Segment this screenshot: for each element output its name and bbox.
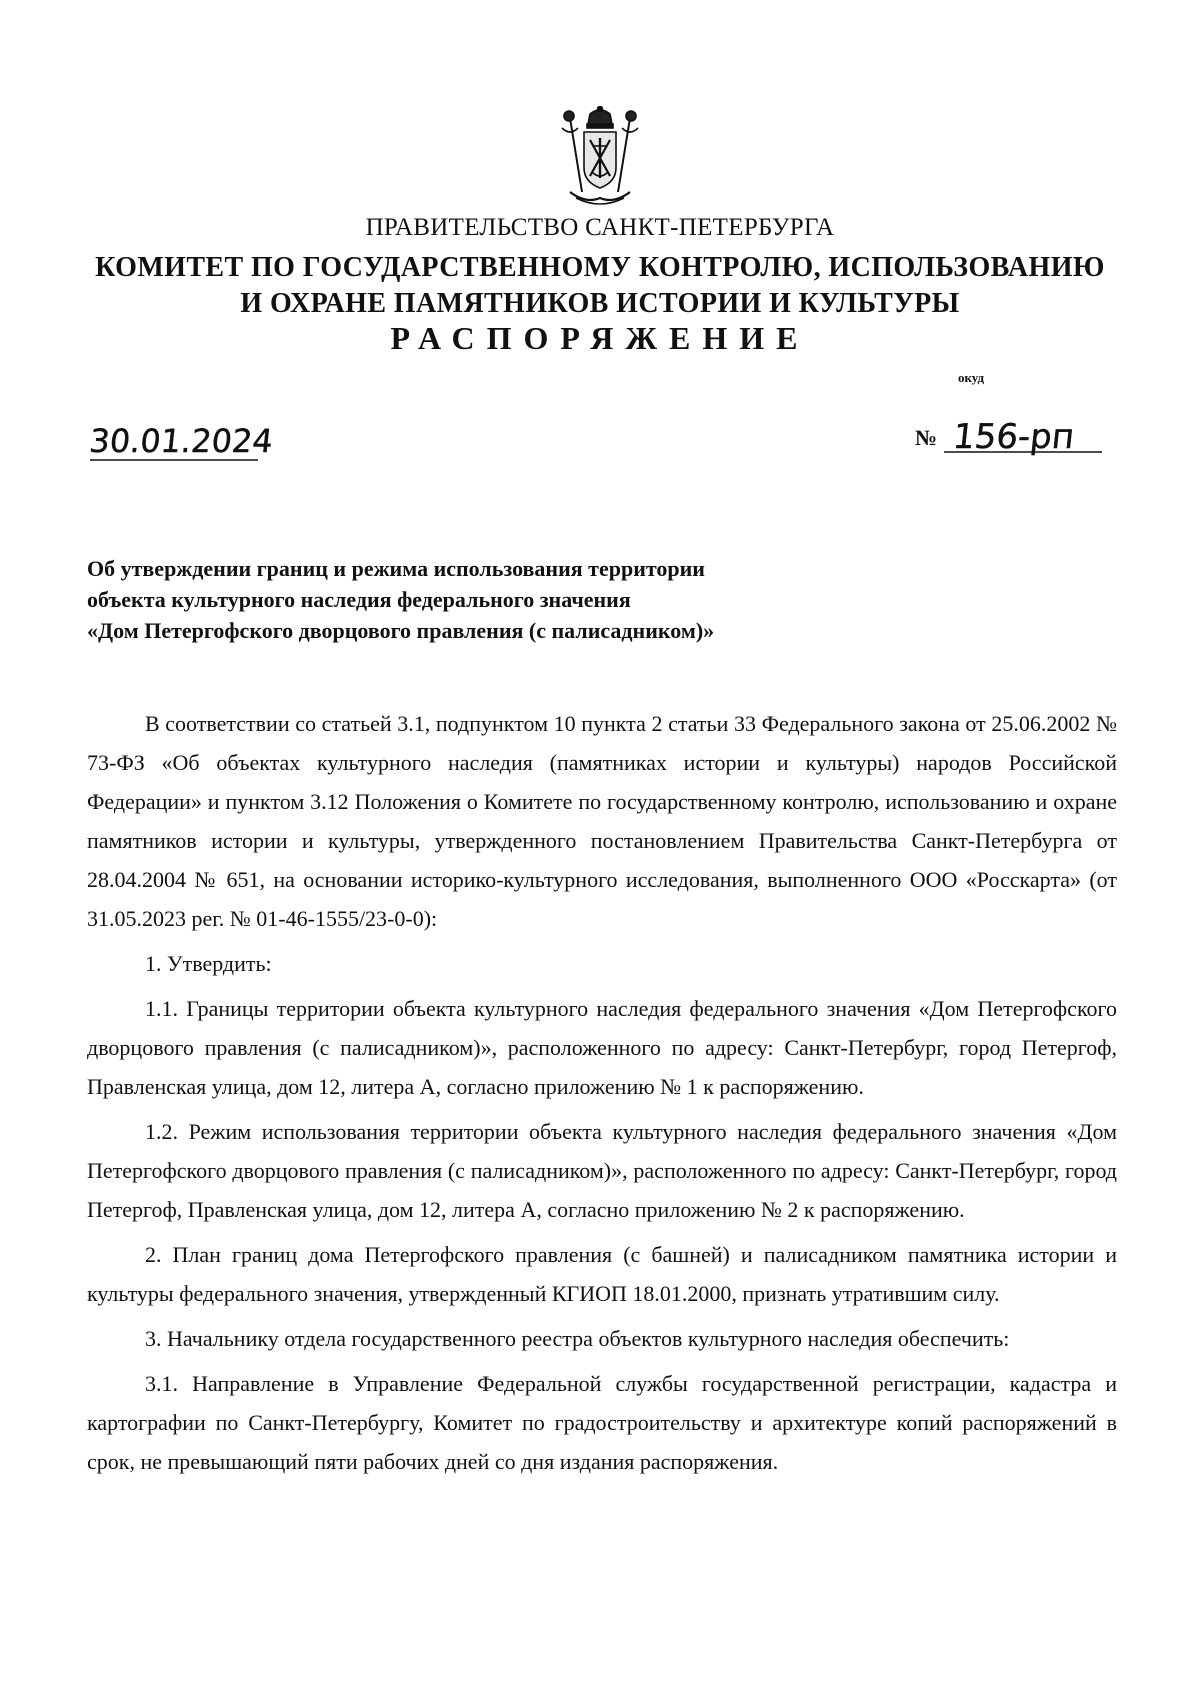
number-label: № [915,425,938,450]
document-body [87,704,1117,1487]
document-number-text: 156-рп [951,417,1077,457]
document-subject [87,553,887,646]
preamble-paragraph: В соответствии со статьей 3.1, подпунктом 10 пункта 2 статьи 33 Федерального закона от 25.06.2002 № 73-ФЗ «Об объектах культурного наследия (памятниках истории и культуры) народов Российской Федерации» и пунктом 3.12 Положения о Комитете по государственному контролю, использованию и охране памятников истории и культуры, утвержденного постановлением Правительства Санкт-Петербурга от 28.04.2004 № 651, на основании историко-культурного исследования, выполненного ООО «Росскарта» (от 31.05.2023 рег. № 01-46-1555/23-0-0): [87,711,1117,931]
subject-line-1: Об утверждении границ и режима использования территории [87,556,705,581]
item-1-2-paragraph: 1.2. Режим использования территории объекта культурного наследия федерального значения «Дом Петергофского дворцового правления (с палисадником)», расположенного по адресу: Санкт-Петербург, город Петергоф, Правленская улица, дом 12, литера А, согласно приложению № 2 к распоряжению. [87,1119,1117,1222]
item-1-paragraph: 1. Утвердить: [145,951,272,976]
item-1-1-paragraph: 1.1. Границы территории объекта культурного наследия федерального значения «Дом Петергофского дворцового правления (с палисадником)», расположенного по адресу: Санкт-Петербург, город Петергоф, Правленская улица, дом 12, литера А, согласно приложению № 1 к распоряжению. [87,996,1117,1099]
subject-line-3: «Дом Петергофского дворцового правления (с палисадником)» [87,618,715,643]
committee-name-line-2: И ОХРАНЕ ПАМЯТНИКОВ ИСТОРИИ И КУЛЬТУРЫ [240,288,960,319]
okud-label: окуд [958,370,985,385]
document-number [944,410,1104,470]
coat-of-arms-icon [556,106,644,208]
document-date-text: 30.01.2024 [88,422,275,460]
document-type: РАСПОРЯЖЕНИЕ [390,320,810,356]
government-name: ПРАВИТЕЛЬСТВО САНКТ-ПЕТЕРБУРГА [365,214,835,241]
item-3-1-paragraph: 3.1. Направление в Управление Федеральной службы государственной регистрации, кадастра и картографии по Санкт-Петербургу, Комитет по градостроительству и архитектуре копий распоряжений в срок, не превышающий пяти рабочих дней со дня издания распоряжения. [87,1371,1117,1474]
item-2-paragraph: 2. План границ дома Петергофского правления (с башней) и палисадником памятника истории и культуры федерального значения, утвержденный КГИОП 18.01.2000, признать утратившим силу. [87,1242,1117,1306]
item-3-paragraph: 3. Начальнику отдела государственного реестра объектов культурного наследия обеспечить: [145,1326,1010,1351]
committee-name-line-1: КОМИТЕТ ПО ГОСУДАРСТВЕННОМУ КОНТРОЛЮ, ИСПОЛЬЗОВАНИЮ [95,252,1105,283]
committee-name [0,250,1200,322]
document-date [88,418,288,468]
subject-line-2: объекта культурного наследия федерального значения [87,587,631,612]
